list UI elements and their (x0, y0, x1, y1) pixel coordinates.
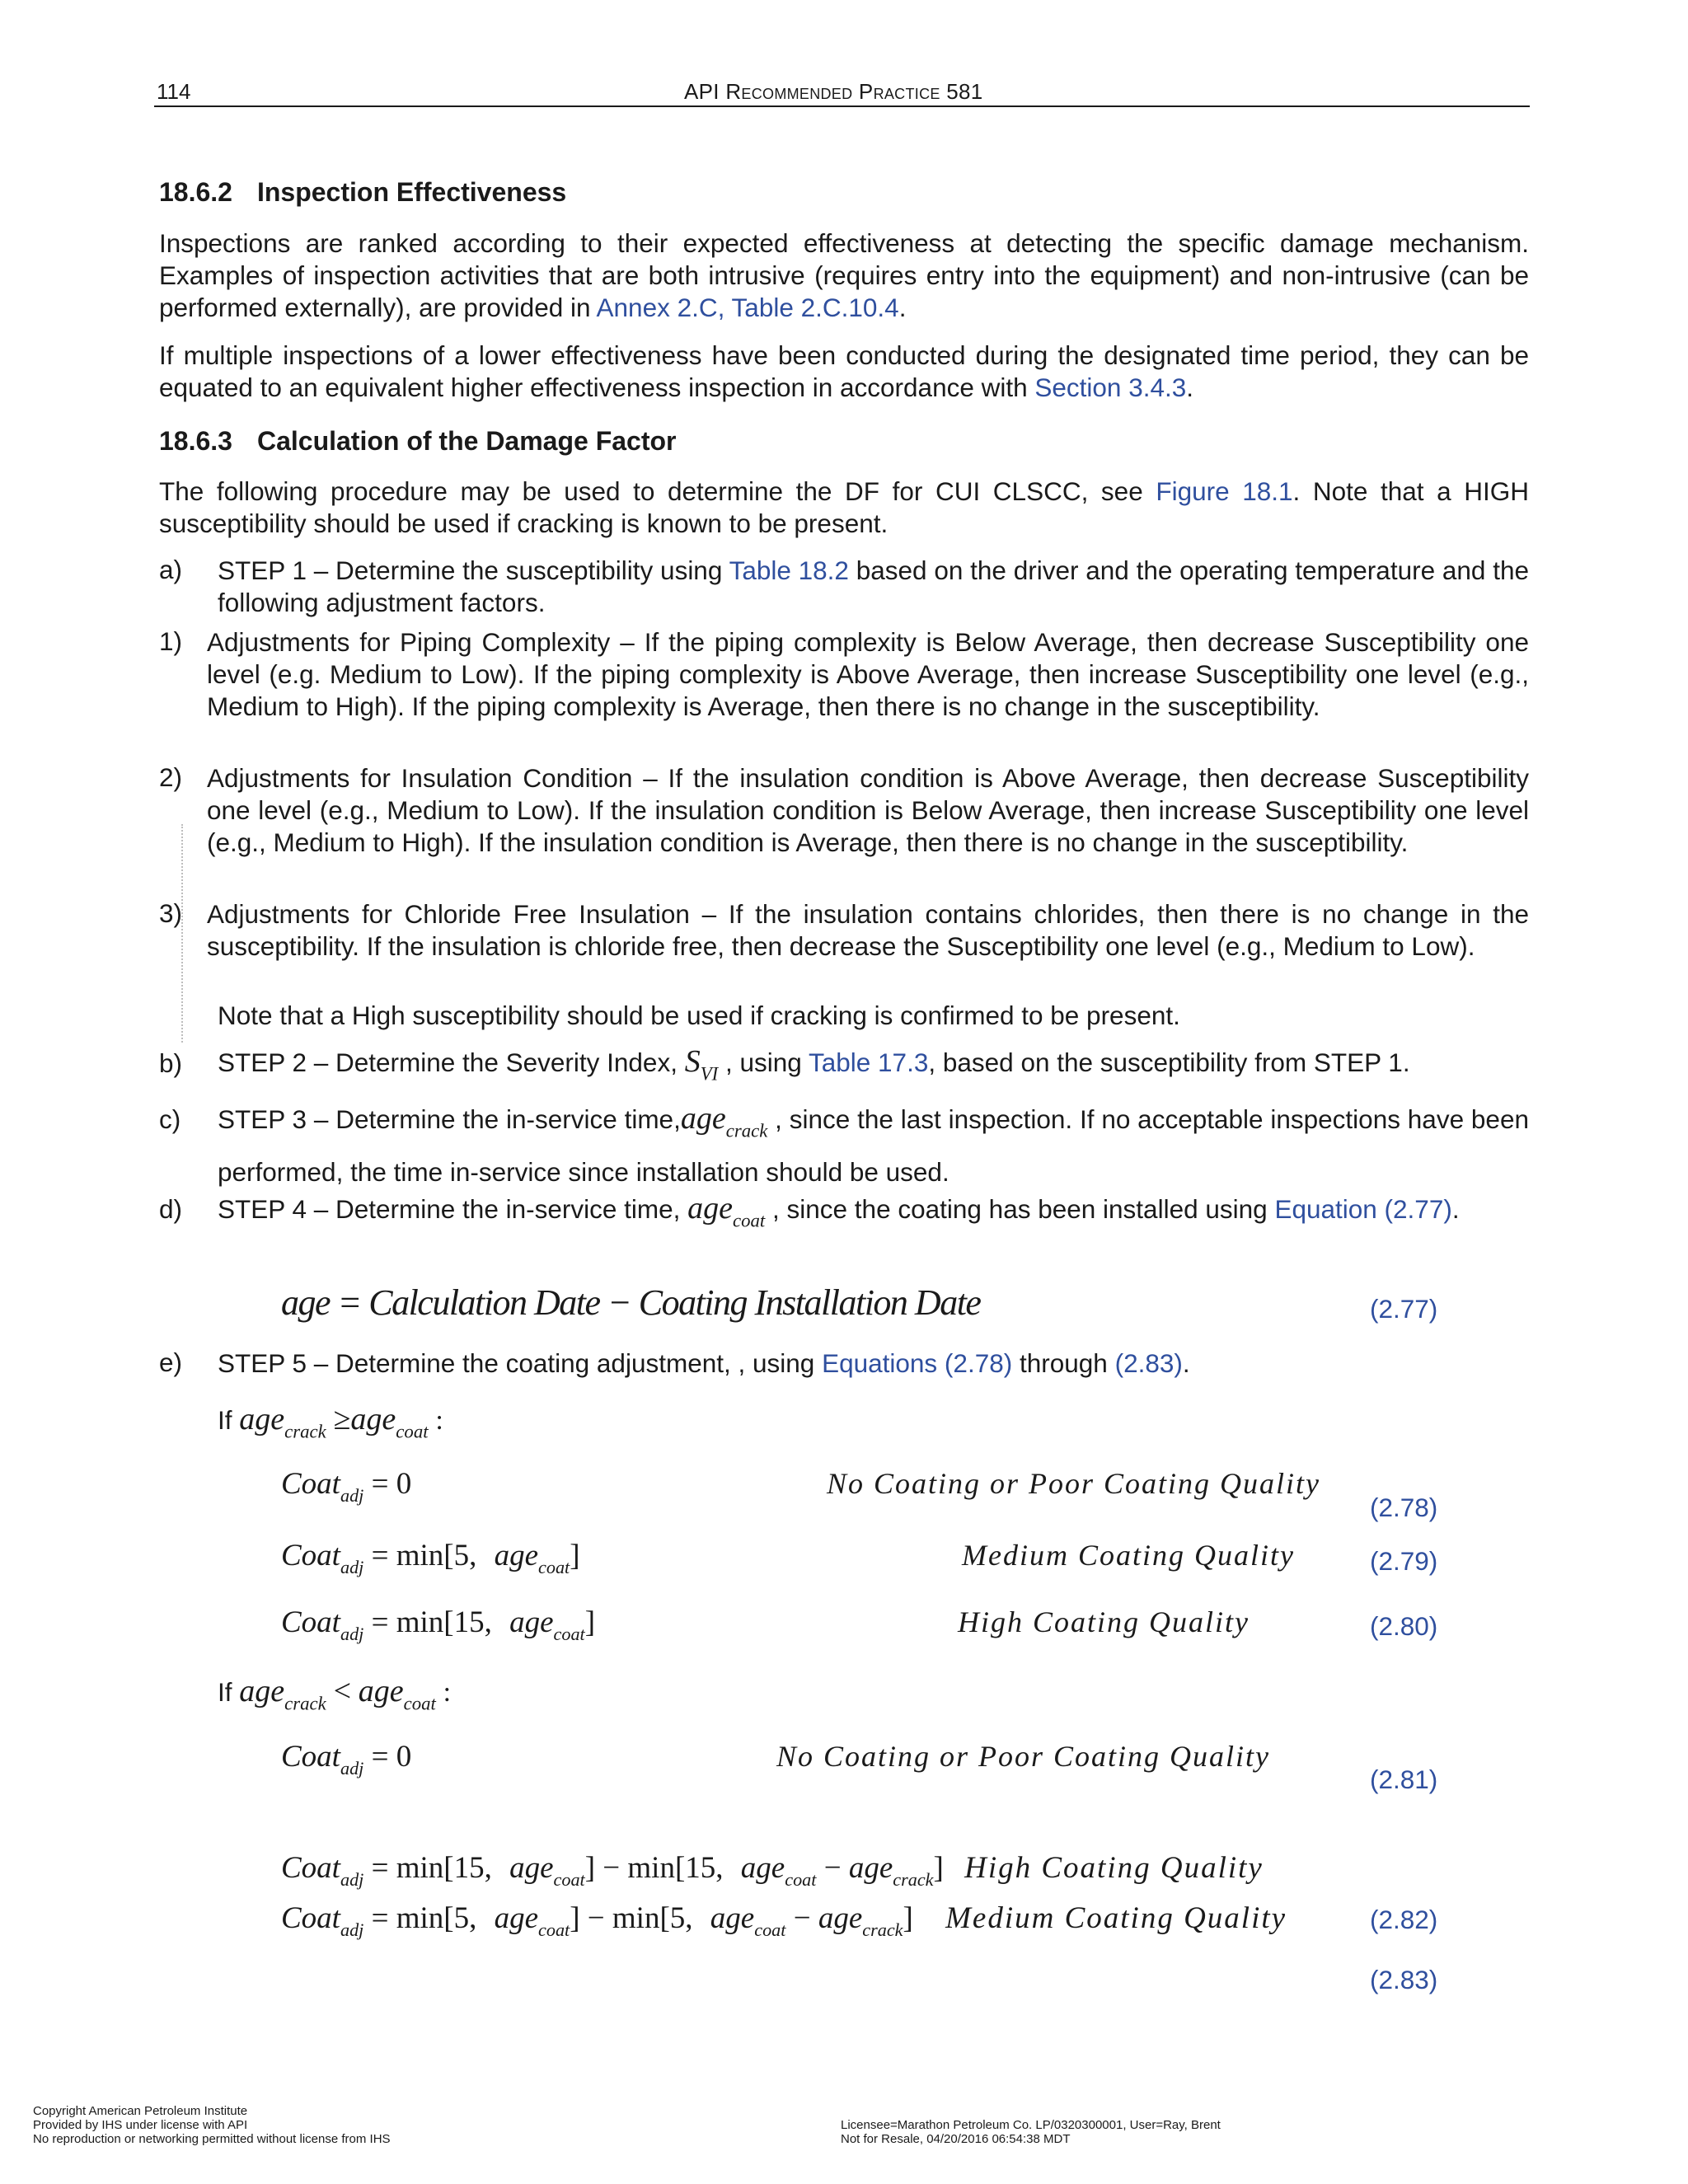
step-a-label: a) (159, 555, 183, 584)
link-equation-2-77[interactable]: Equation (2.77) (1274, 1194, 1452, 1224)
link-table-17-3[interactable]: Table 17.3 (808, 1047, 929, 1077)
step-b-text: STEP 2 – Determine the Severity Index, $S_{VI}$ , using Table 17.3, based on the susceptibility from STEP 1. (218, 1044, 1410, 1085)
equation-2-82-formula: Coat$_{adj}$ = min[15, age$_{coat}$] − min[15, age$_{coat}$ − age$_{crack}$] High Coating Quality (281, 1851, 1264, 1890)
equation-number-2-78: (2.78) (1370, 1493, 1438, 1522)
section-title: Calculation of the Damage Factor (256, 426, 677, 456)
paragraph-text: If multiple inspections of a lower effectiveness have been conducted during the designated time period, they can be equated to an equivalent higher effectiveness inspection in accordance with (159, 340, 1529, 402)
equation-2-81-description: No Coating or Poor Coating Quality (776, 1740, 1271, 1773)
step-c-text: STEP 3 – Determine the in-service time,age$_{crack}$ , since the last inspection. If no acceptable inspections have been performed, the time in-service since installation should be used. (218, 1101, 1529, 1188)
equation-2-83-formula: Coat$_{adj}$ = min[5, age$_{coat}$] − min[5, age$_{coat}$ − age$_{crack}$] Medium Coating Quality (281, 1901, 1287, 1940)
section-title: Inspection Effectiveness (256, 177, 567, 207)
equation-2-80-formula: Coat$_{adj}$ = min[15, age$_{coat}$] (281, 1605, 596, 1644)
step-d-label: d) (159, 1194, 183, 1224)
equation-number-2-81: (2.81) (1370, 1765, 1438, 1794)
adjustment-3-label: 3) (159, 898, 183, 928)
section-number: 18.6.3 (159, 426, 232, 456)
step-d-text: STEP 4 – Determine the in-service time, age$_{coat}$ , since the coating has been installed using Equation (2.77). (218, 1191, 1460, 1231)
header-rule (154, 105, 1530, 107)
link-figure-18-1[interactable]: Figure 18.1 (1156, 476, 1293, 506)
link-annex-2c-table[interactable]: Annex 2.C, Table 2.C.10.4 (596, 293, 899, 322)
equation-2-82-description: High Coating Quality (964, 1851, 1264, 1885)
paragraph-procedure-intro: The following procedure may be used to determine the DF for CUI CLSCC, see Figure 18.1. Note that a HIGH susceptibility should be used if cracking is known to be present. (159, 476, 1530, 538)
adjustment-2-text: Adjustments for Insulation Condition – If the insulation condition is Above Average, then decrease Susceptibility one level (e.g., Medium to Low). If the insulation condition is Below Average, then increase Susceptibility one level (e.g., Medium to High). If the insulation condition is Average, then there is no change in the susceptibility. (207, 763, 1529, 857)
link-section-3-4-3[interactable]: Section 3.4.3 (1034, 373, 1187, 402)
condition-age-crack-ge-age-coat: If age$_{crack}$ ≥age$_{coat}$ : (218, 1402, 443, 1442)
equation-2-79-description: Medium Coating Quality (962, 1539, 1295, 1572)
link-equation-2-83[interactable]: (2.83) (1114, 1348, 1183, 1378)
paragraph-inspection-ranking: Inspections are ranked according to their expected effectiveness at detecting the specific damage mechanism. Examples of inspection activities that are both intrusive (requires entry into the equipment) and non-intrusive (can be performed externally), are provided in Annex 2.C, Table 2.C.10.4. (159, 228, 1529, 322)
running-header-title: API Recommended Practice 581 (684, 79, 983, 104)
link-equations-2-78[interactable]: Equations (2.78) (822, 1348, 1013, 1378)
adjustment-3-text: Adjustments for Chloride Free Insulation – If the insulation contains chlorides, then there is no change in the susceptibility. If the insulation is chloride free, then decrease the Susceptibility one level (e.g., Medium to Low). (207, 899, 1529, 961)
equation-2-83-description: Medium Coating Quality (945, 1901, 1287, 1935)
note-high-susceptibility: Note that a High susceptibility should be used if cracking is confirmed to be present. (218, 1001, 1180, 1030)
step-b-label: b) (159, 1048, 183, 1078)
equation-2-79-formula: Coat$_{adj}$ = min[5, age$_{coat}$] (281, 1539, 580, 1577)
condition-age-crack-lt-age-coat: If age$_{crack}$ < age$_{coat}$ : (218, 1674, 452, 1714)
equation-number-2-77: (2.77) (1370, 1294, 1438, 1324)
footer-license: Licensee=Marathon Petroleum Co. LP/0320300001, User=Ray, Brent Not for Resale, 04/20/2016 06:54:38 MDT (841, 2118, 1221, 2146)
step-c-label: c) (159, 1104, 181, 1134)
symbol-age-coat: age$_{coat}$ (687, 1191, 766, 1231)
adjustment-1-text: Adjustments for Piping Complexity – If the piping complexity is Below Average, then decrease Susceptibility one level (e.g. Medium to Low). If the piping complexity is Above Average, then increase Susceptibility one level (e.g., Medium to High). If the piping complexity is Average, then there is no change in the susceptibility. (207, 627, 1529, 721)
step-e-text: STEP 5 – Determine the coating adjustment, , using Equations (2.78) through (2.83). (218, 1348, 1190, 1378)
equation-2-80-description: High Coating Quality (958, 1605, 1250, 1638)
equation-number-2-82: (2.82) (1370, 1905, 1438, 1934)
link-table-18-2[interactable]: Table 18.2 (729, 555, 849, 585)
equation-2-81-formula: Coat$_{adj}$ = 0 (281, 1740, 412, 1779)
step-a-text: STEP 1 – Determine the susceptibility using Table 18.2 based on the driver and the operating temperature and the following adjustment factors. (218, 555, 1529, 617)
symbol-age-crack: age$_{crack}$ (680, 1101, 768, 1141)
equation-2-78-description: No Coating or Poor Coating Quality (827, 1467, 1321, 1500)
footer-copyright: Copyright American Petroleum Institute Provided by IHS under license with API No reproduction or networking permitted without license from IHS (33, 2104, 391, 2146)
section-heading-18-6-2 (159, 177, 566, 208)
equation-number-2-79: (2.79) (1370, 1546, 1438, 1576)
equation-number-2-83: (2.83) (1370, 1965, 1438, 1994)
step-e-label: e) (159, 1347, 183, 1377)
equation-2-78-formula: Coat$_{adj}$ = 0 (281, 1467, 412, 1506)
paragraph-text: The following procedure may be used to determine the DF for CUI CLSCC, see (159, 476, 1156, 506)
page-number: 114 (157, 79, 191, 104)
section-heading-18-6-3 (159, 426, 677, 457)
paragraph-text: Inspections are ranked according to their expected effectiveness at detecting the specific damage mechanism. Examples of inspection activities that are both intrusive (requires entry into the equipment) and non-intrusive (can be performed externally), are provided in (159, 228, 1529, 322)
paragraph-multiple-inspections: If multiple inspections of a lower effectiveness have been conducted during the designated time period, they can be equated to an equivalent higher effectiveness inspection in accordance with Section 3.4.3. (159, 340, 1529, 402)
revision-margin-mark (181, 824, 183, 1043)
symbol-svi: $S_{VI}$ (684, 1044, 719, 1085)
section-number: 18.6.2 (159, 177, 232, 207)
equation-number-2-80: (2.80) (1370, 1611, 1438, 1641)
adjustment-1-label: 1) (159, 626, 183, 656)
adjustment-2-label: 2) (159, 762, 183, 792)
equation-2-77: age = Calculation Date − Coating Installation Date (281, 1282, 981, 1323)
